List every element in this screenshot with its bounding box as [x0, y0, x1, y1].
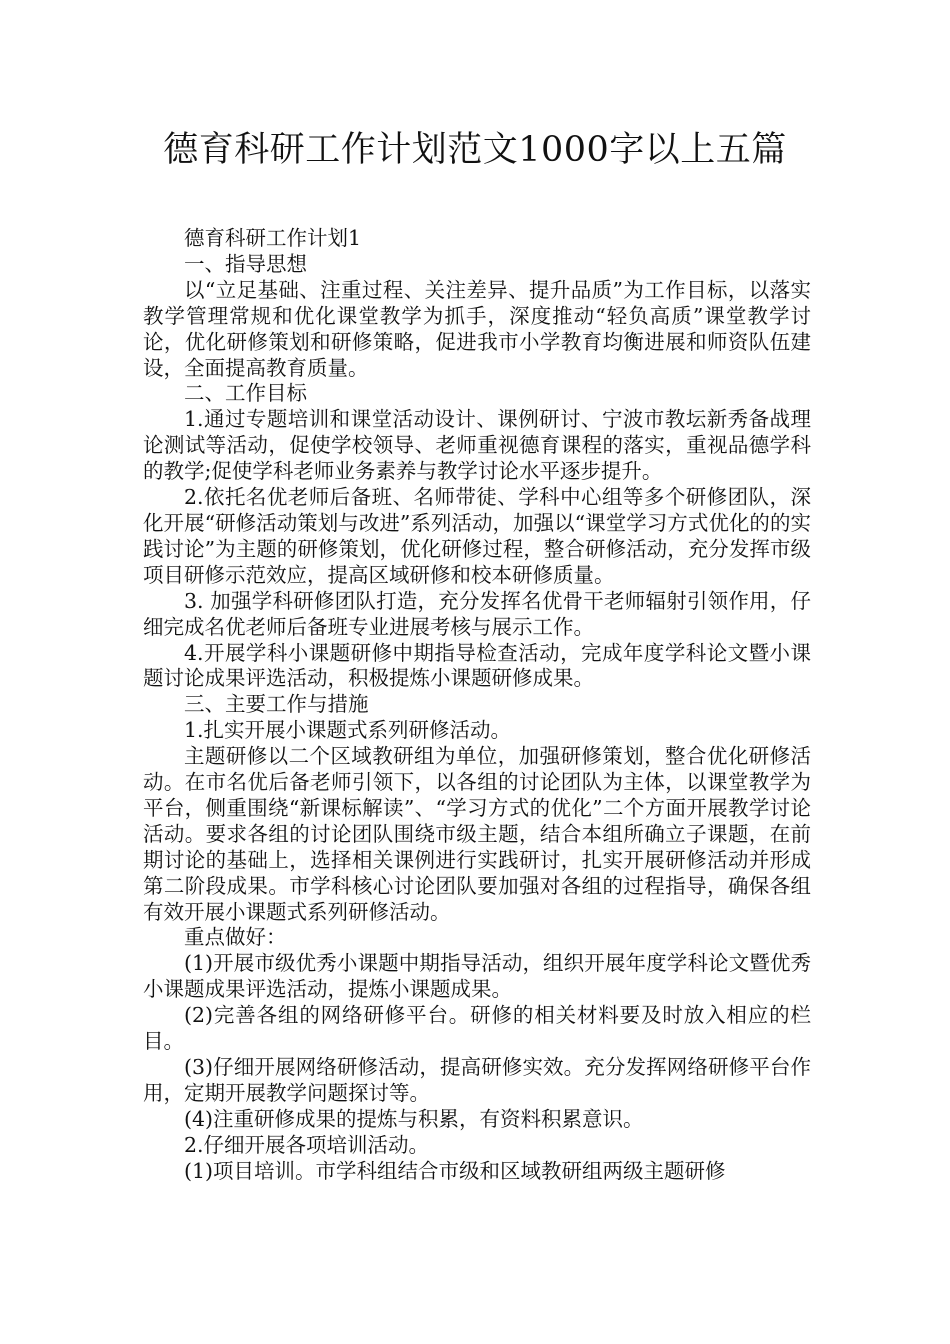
document-body — [143, 226, 811, 1185]
paragraph: (1)项目培训。市学科组结合市级和区域教研组两级主题研修 — [184, 1158, 726, 1183]
paragraph: (3)仔细开展网络研修活动，提高研修实效。充分发挥网络研修平台作用，定期开展教学问题探讨等。 — [143, 1055, 811, 1105]
paragraph: (2)完善各组的网络研修平台。研修的相关材料要及时放入相应的栏目。 — [143, 1003, 811, 1054]
section-heading: 二、工作目标 — [184, 381, 307, 406]
paragraph: 1.通过专题培训和课堂活动设计、课例研讨、宁波市教坛新秀备战理论测试等活动，促使学校领导、老师重视德育课程的落实，重视品德学科的教学;促使学科老师业务素养与教学讨论水平逐步提升。 — [143, 407, 811, 484]
paragraph: 2.仔细开展各项培训活动。 — [184, 1132, 430, 1157]
paragraph: 1.扎实开展小课题式系列研修活动。 — [184, 718, 512, 743]
paragraph: 4.开展学科小课题研修中期指导检查活动，完成年度学科论文暨小课题讨论成果评选活动，积极提炼小课题研修成果。 — [143, 640, 811, 691]
paragraph: (1)开展市级优秀小课题中期指导活动，组织开展年度学科论文暨优秀小课题成果评选活动，提炼小课题成果。 — [143, 951, 811, 1002]
paragraph: 3. 加强学科研修团队打造，充分发挥名优骨干老师辐射引领作用，仔细完成名优老师后备班专业进展考核与展示工作。 — [143, 588, 811, 639]
section-heading: 一、指导思想 — [184, 251, 307, 276]
section-heading: 三、主要工作与措施 — [184, 692, 369, 717]
paragraph: 主题研修以二个区域教研组为单位，加强研修策划，整合优化研修活动。在市名优后备老师引领下，以各组的讨论团队为主体，以课堂教学为平台，侧重围绕“新课标解读”、“学习方式的优化”二个方面开展教学讨论活动。要求各组的讨论团队围绕市级主题，结合本组所确立子课题，在前期讨论的基础上，选择相关课例进行实践研讨，扎实开展研修活动并形成第二阶段成果。市学科核心讨论团队要加强对各组的过程指导，确保各组有效开展小课题式系列研修活动。 — [143, 744, 811, 924]
document-title: 德育科研工作计划范文1000字以上五篇 — [163, 130, 787, 170]
paragraph: 重点做好： — [184, 925, 287, 950]
paragraph: 以“立足基础、注重过程、关注差异、提升品质”为工作目标，以落实教学管理常规和优化课堂教学为抓手，深度推动“轻负高质”课堂教学讨论，优化研修策划和研修策略，促进我市小学教育均衡进展和师资队伍建设，全面提高教育质量。 — [143, 277, 811, 380]
paragraph: 2.依托名优老师后备班、名师带徒、学科中心组等多个研修团队，深化开展“研修活动策划与改进”系列活动，加强以“课堂学习方式优化的的实践讨论”为主题的研修策划，优化研修过程，整合研修活动，充分发挥市级项目研修示范效应，提高区域研修和校本研修质量。 — [143, 485, 811, 587]
section-heading: 德育科研工作计划1 — [184, 226, 362, 250]
paragraph: (4)注重研修成果的提炼与积累，有资料积累意识。 — [184, 1106, 644, 1131]
